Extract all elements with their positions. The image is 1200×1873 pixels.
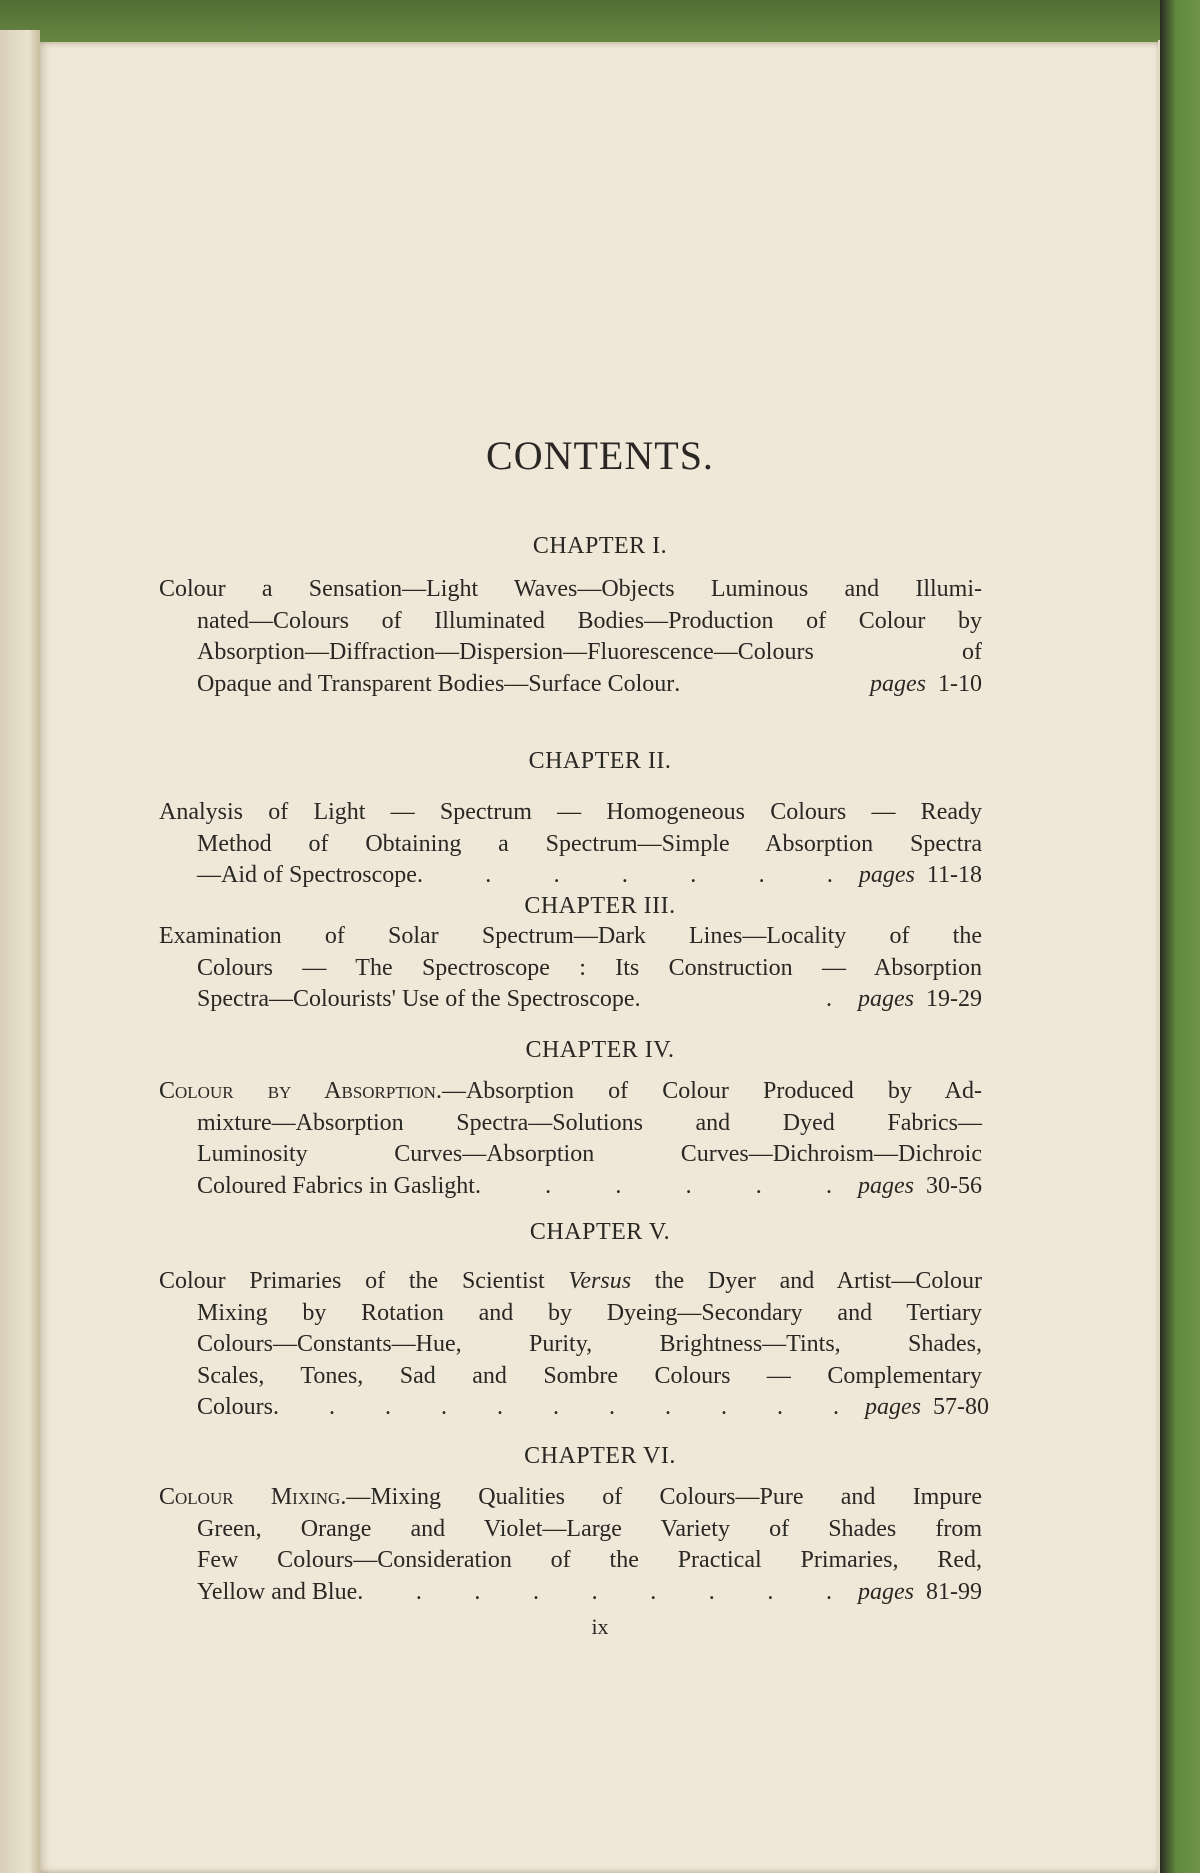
entry-line: Colour a Sensation—Light Waves—Objects Luminous and Illumi- [159, 576, 982, 602]
chapter-heading: CHAPTER II. [528, 748, 672, 774]
left-page-edge [0, 30, 40, 1873]
chapter-heading: CHAPTER I. [532, 533, 668, 559]
entry-line: Analysis of Light — Spectrum — Homogeneous Colours — Ready [159, 799, 982, 825]
chapter-entry [159, 921, 982, 1016]
entry-line: nated—Colours of Illuminated Bodies—Production of Colour by [197, 607, 982, 634]
entry-line: mixture—Absorption Spectra—Solutions and Dyed Fabrics— [197, 1109, 982, 1136]
entry-line: Colours—Constants—Hue, Purity, Brightness—Tints, Shades, [197, 1331, 982, 1357]
entry-lead: Colour by Absorption. [159, 1078, 442, 1104]
leader-dots: . [674, 670, 703, 697]
entry-line: Green, Orange and Violet—Large Variety of Shades from [197, 1515, 982, 1542]
pages-label: pages [858, 1578, 914, 1605]
leader-dots: . . . . . . . . . [357, 1578, 854, 1605]
chapter-heading: CHAPTER V. [529, 1219, 671, 1245]
page-number: ix [591, 1614, 609, 1639]
leader-dots: . . [634, 986, 854, 1012]
chapter-entry [159, 574, 982, 700]
pages-label: pages [858, 862, 915, 888]
entry-line: Mixing by Rotation and by Dyeing—Secondary and Tertiary [197, 1299, 982, 1326]
entry-last-line [197, 860, 982, 892]
chapter-heading: CHAPTER III. [524, 893, 676, 919]
book-cover-right [1160, 0, 1200, 1873]
entry-last-line [197, 1392, 990, 1424]
entry-lead: Colour Mixing. [159, 1484, 347, 1510]
page-title: CONTENTS. [486, 433, 714, 478]
leader-dots: . . . . . . [474, 1172, 854, 1199]
entry-last-line [197, 1171, 982, 1203]
pages-label: pages [865, 1394, 922, 1420]
entry-line: Absorption—Diffraction—Dispersion—Fluorescence—Colours of [197, 639, 982, 665]
entry-last-line [197, 669, 982, 701]
entry-text: Opaque and Transparent Bodies—Surface Colour [197, 670, 675, 697]
page-range: 1-10 [938, 670, 982, 697]
chapter-entry [159, 797, 982, 892]
chapter-entry [159, 1266, 990, 1424]
entry-text: Spectra—Colourists' Use of the Spectroscope [197, 986, 635, 1012]
chapter-entry [159, 1076, 982, 1202]
entry-last-line [197, 984, 982, 1016]
entry-line [159, 1482, 982, 1514]
page-range: 57-80 [933, 1394, 990, 1420]
page-range: 81-99 [926, 1578, 982, 1605]
entry-text: Coloured Fabrics in Gaslight [197, 1172, 475, 1199]
entry-line [159, 1076, 982, 1108]
book-cover-top [0, 0, 1200, 48]
entry-line: Examination of Solar Spectrum—Dark Lines—Locality of the [159, 923, 982, 949]
page-range: 19-29 [926, 986, 982, 1012]
pages-label: pages [870, 670, 926, 697]
entry-line [159, 1266, 982, 1298]
leader-dots: . . . . . . . . . . . [273, 1394, 862, 1420]
entry-text: Colours [197, 1394, 274, 1420]
chapter-heading: CHAPTER IV. [525, 1037, 675, 1063]
entry-line: Scales, Tones, Sad and Sombre Colours — Complementary [197, 1362, 982, 1389]
chapter-entry [159, 1482, 982, 1608]
pages-label: pages [858, 986, 914, 1012]
page-range: 11-18 [926, 862, 982, 888]
page-range: 30-56 [926, 1172, 982, 1199]
chapter-heading: CHAPTER VI. [524, 1443, 676, 1469]
entry-line: Method of Obtaining a Spectrum—Simple Absorption Spectra [197, 830, 982, 857]
pages-label: pages [858, 1172, 914, 1199]
entry-text: Yellow and Blue [197, 1578, 358, 1605]
entry-text: —Aid of Spectroscope [197, 862, 417, 888]
entry-line: Colours — The Spectroscope : Its Construction — Absorption [197, 954, 982, 981]
entry-text: Colour Primaries of the Scientist [159, 1268, 569, 1294]
entry-last-line [197, 1577, 982, 1609]
entry-line: Luminosity Curves—Absorption Curves—Dichroism—Dichroic [197, 1141, 982, 1167]
leader-dots: . . . . . . . [416, 862, 855, 888]
entry-line: Few Colours—Consideration of the Practical Primaries, Red, [197, 1547, 982, 1573]
entry-text: the Dyer and Artist—Colour [631, 1268, 983, 1294]
entry-text: Versus [568, 1268, 632, 1294]
entry-text: —Absorption of Colour Produced by Ad- [441, 1078, 982, 1104]
entry-text: —Mixing Qualities of Colours—Pure and Impure [346, 1484, 982, 1510]
